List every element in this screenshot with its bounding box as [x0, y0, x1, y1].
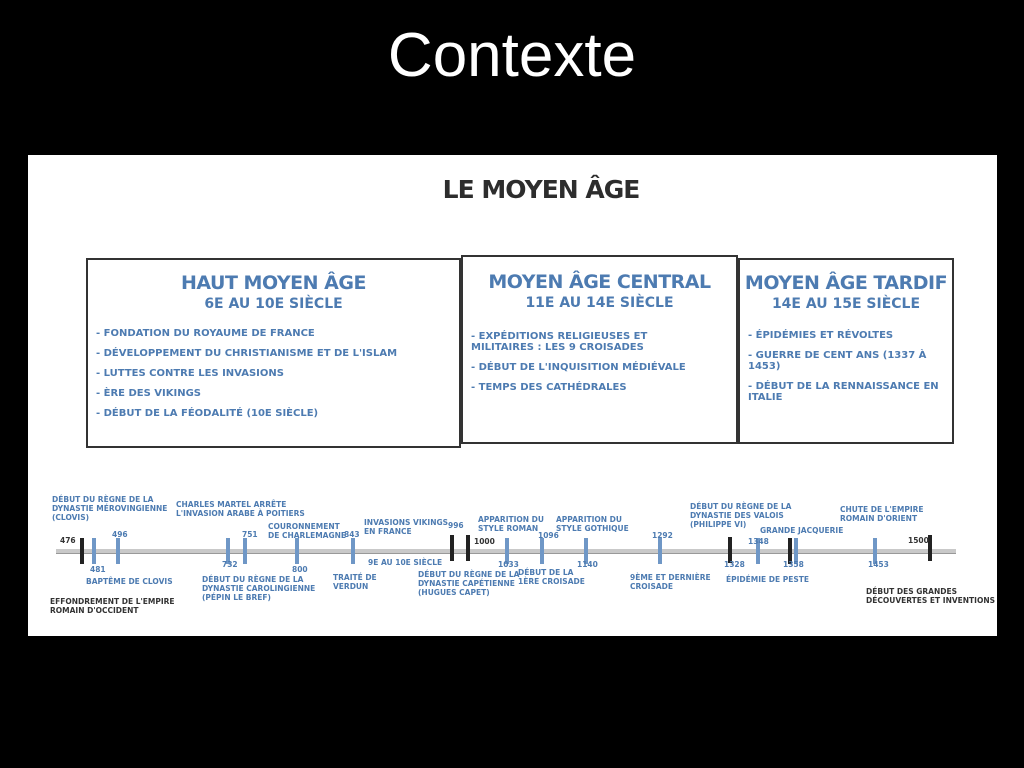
event-label-peste: ÉPIDÉMIE DE PESTE	[726, 575, 809, 584]
year-label: 1033	[498, 560, 519, 569]
event-label-merovingian: DÉBUT DU RÈGNE DE LA DYNASTIE MÉROVINGIENNE (CLOVIS)	[52, 495, 168, 522]
event-label-ixe-siecle: 9E AU 10E SIÈCLE	[368, 558, 443, 567]
year-label: 1328	[724, 560, 745, 569]
event-label-gothique: APPARITION DU STYLE GOTHIQUE	[556, 515, 629, 533]
year-label: 496	[112, 530, 128, 539]
tick-843	[351, 538, 355, 564]
event-label-jacquerie: GRANDE JACQUERIE	[760, 526, 844, 535]
period-items	[740, 330, 952, 403]
year-label: 476	[60, 536, 76, 545]
year-label: 751	[242, 530, 258, 539]
period-box-moyen-age-tardif	[738, 258, 954, 444]
year-label: 732	[222, 560, 238, 569]
year-label: 996	[448, 521, 464, 530]
list-item: - DÉBUT DE LA FÉODALITÉ (10E SIÈCLE)	[96, 408, 319, 419]
slide-title: Contexte	[387, 21, 637, 90]
period-title: MOYEN ÂGE TARDIF	[744, 272, 948, 294]
period-items	[88, 328, 459, 419]
event-label-charlemagne: COURONNEMENT DE CHARLEMAGNE	[268, 522, 347, 540]
list-item: - TEMPS DES CATHÉDRALES	[471, 382, 627, 393]
list-item: - EXPÉDITIONS RELIGIEUSES ET MILITAIRES : LES 9 CROISADES	[471, 331, 648, 353]
year-label: 1453	[868, 560, 889, 569]
tick-800	[295, 538, 299, 564]
year-label: 1358	[783, 560, 804, 569]
event-label-valois: DÉBUT DU RÈGNE DE LA DYNASTIE DES VALOIS (PHILIPPE VI)	[690, 502, 792, 529]
list-item: - LUTTES CONTRE LES INVASIONS	[96, 368, 284, 379]
list-item: - ÉPIDÉMIES ET RÉVOLTES	[748, 330, 894, 341]
year-label: 481	[90, 565, 106, 574]
period-subtitle: 11E AU 14E SIÈCLE	[525, 295, 674, 311]
year-label: 800	[292, 565, 308, 574]
period-box-moyen-age-central	[461, 255, 738, 444]
period-subtitle: 14E AU 15E SIÈCLE	[771, 296, 921, 312]
event-label-verdun: TRAITÉ DE VERDUN	[333, 573, 377, 591]
tick-751	[243, 538, 247, 564]
period-box-haut-moyen-age	[86, 258, 461, 448]
event-label-roman: APPARITION DU STYLE ROMAN	[478, 515, 544, 533]
event-label-carolingienne: DÉBUT DU RÈGNE DE LA DYNASTIE CAROLINGIENNE (PÉPIN LE BREF)	[202, 575, 316, 602]
year-label: 1500	[908, 536, 929, 545]
period-subtitle: 6E AU 10E SIÈCLE	[204, 296, 343, 312]
tick-496	[116, 538, 120, 564]
event-label-charles-martel: CHARLES MARTEL ARRÊTE L'INVASION ARABE À POITIERS	[176, 500, 305, 518]
list-item: - ÈRE DES VIKINGS	[96, 388, 201, 399]
infographic-board	[28, 155, 997, 636]
period-items	[463, 331, 736, 393]
year-label: 1292	[652, 531, 673, 540]
year-label: 1096	[538, 531, 559, 540]
event-label-chute: CHUTE DE L'EMPIRE ROMAIN D'ORIENT	[840, 505, 924, 523]
event-label-capetienne: DÉBUT DU RÈGNE DE LA DYNASTIE CAPÉTIENNE (HUGUES CAPET)	[418, 570, 520, 597]
tick-1000	[466, 535, 470, 561]
event-label-effondrement: EFFONDREMENT DE L'EMPIRE ROMAIN D'OCCIDENT	[50, 597, 175, 615]
tick-476	[80, 538, 84, 564]
year-label: 1000	[474, 537, 495, 546]
event-label-croisade1: DÉBUT DE LA 1ÈRE CROISADE	[518, 568, 585, 586]
event-label-croisade9: 9ÈME ET DERNIÈRE CROISADE	[630, 573, 711, 591]
list-item: - FONDATION DU ROYAUME DE FRANCE	[96, 328, 315, 339]
event-label-decouvertes: DÉBUT DES GRANDES DÉCOUVERTES ET INVENTIONS	[866, 587, 996, 605]
event-label-vikings: INVASIONS VIKINGS EN FRANCE	[364, 518, 449, 536]
tick-1292	[658, 538, 662, 564]
period-title: HAUT MOYEN ÂGE	[181, 272, 366, 294]
year-label: 1140	[577, 560, 598, 569]
tick-481	[92, 538, 96, 564]
list-item: - DÉVELOPPEMENT DU CHRISTIANISME ET DE L'ISLAM	[96, 348, 398, 359]
year-label: 843	[344, 530, 360, 539]
list-item: - DÉBUT DE LA RENNAISSANCE EN ITALIE	[748, 381, 939, 403]
list-item: - GUERRE DE CENT ANS (1337 À 1453)	[748, 350, 927, 372]
tick-996	[450, 535, 454, 561]
infographic-title: LE MOYEN ÂGE	[442, 175, 640, 204]
event-label-bapteme: BAPTÊME DE CLOVIS	[86, 577, 173, 586]
list-item: - DÉBUT DE L'INQUISITION MÉDIÉVALE	[471, 362, 686, 373]
tick-1096	[540, 538, 544, 564]
period-title: MOYEN ÂGE CENTRAL	[488, 271, 711, 293]
year-label: 1348	[748, 537, 769, 546]
